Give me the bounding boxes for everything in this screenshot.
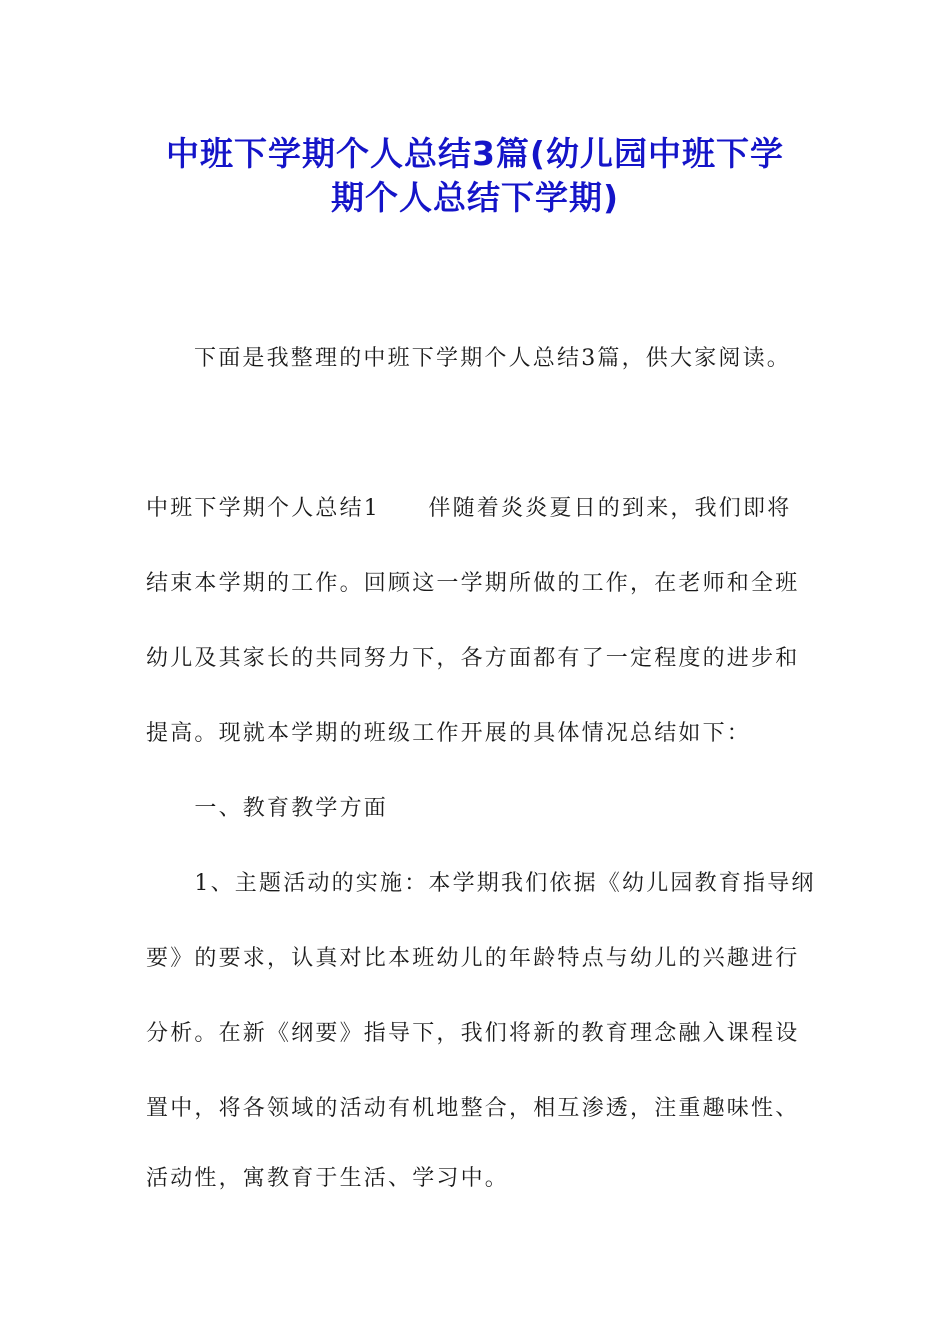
body-line: 幼儿及其家长的共同努力下，各方面都有了一定程度的进步和 (146, 646, 800, 671)
document-title-line-2: 期个人总结下学期) (330, 178, 620, 217)
document-title-line-1: 中班下学期个人总结3篇(幼儿园中班下学 (165, 134, 785, 173)
body-line: 1、主题活动的实施：本学期我们依据《幼儿园教育指导纲 (146, 871, 816, 896)
body-line: 要》的要求，认真对比本班幼儿的年龄特点与幼儿的兴趣进行 (146, 946, 800, 971)
body-line: 活动性，寓教育于生活、学习中。 (146, 1166, 510, 1191)
body-line: 提高。现就本学期的班级工作开展的具体情况总结如下： (146, 721, 752, 746)
body-line: 置中，将各领域的活动有机地整合，相互渗透，注重趣味性、 (146, 1096, 800, 1121)
body-line: 分析。在新《纲要》指导下，我们将新的教育理念融入课程设 (146, 1021, 800, 1046)
section-heading: 一、教育教学方面 (146, 796, 389, 821)
intro-paragraph: 下面是我整理的中班下学期个人总结3篇，供大家阅读。 (194, 346, 791, 371)
body-line: 中班下学期个人总结1 伴随着炎炎夏日的到来，我们即将 (146, 496, 792, 521)
body-line: 结束本学期的工作。回顾这一学期所做的工作，在老师和全班 (146, 571, 800, 596)
